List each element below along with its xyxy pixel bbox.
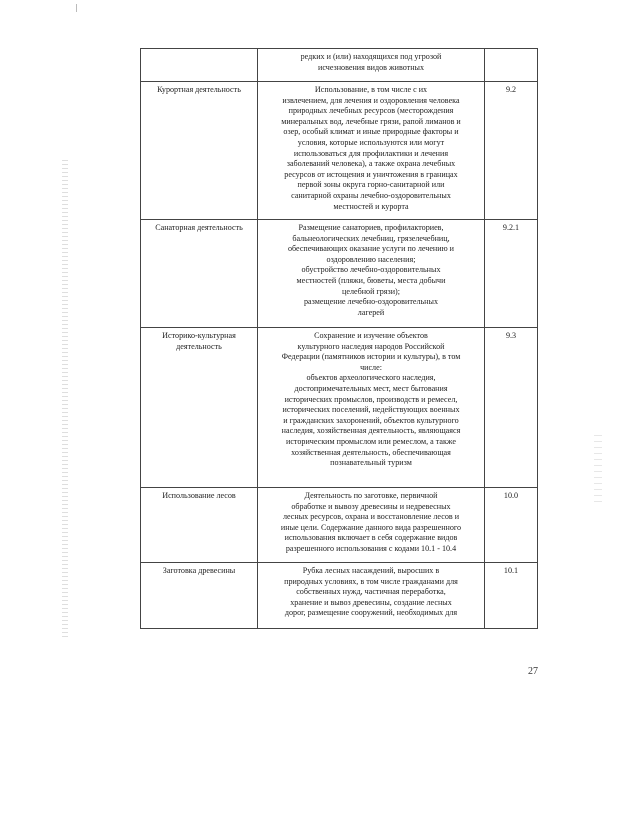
scan-artifact-left <box>62 160 68 640</box>
description-line: и гражданских захоронений, объектов культурного <box>283 415 459 425</box>
description-line: дорог, размещение сооружений, необходимых для <box>284 608 458 618</box>
table-row <box>141 563 538 629</box>
table-row <box>141 82 538 220</box>
description-line: обеспечивающих оказание услуги по лечению и <box>287 244 455 254</box>
description-line: исторических промыслов, производств и ремесел, <box>284 394 458 404</box>
description-line: Использование, в том числе с их <box>314 85 428 94</box>
use-type-code: 10.0 <box>485 488 538 563</box>
description-line: хранение и вывоз древесины, создание лесных <box>290 597 452 607</box>
description-line: природных условиях, в том числе гражданами для <box>284 576 458 586</box>
use-type-name <box>141 49 258 82</box>
description-line: иные цели. Содержание данного вида разрешенного <box>280 522 462 532</box>
description-line: исчезновения видов животных <box>317 62 425 72</box>
scan-artifact-tick <box>76 4 77 12</box>
description-line: объектов археологического наследия, <box>306 373 436 383</box>
description-line: местностей (пляжи, бюветы, места добычи <box>296 275 446 285</box>
use-type-name: Историко-культурная деятельность <box>141 328 258 488</box>
description-line: Размещение санаториев, профилакториев, <box>298 223 444 232</box>
description-line: оздоровлению населения; <box>326 254 416 264</box>
table-row <box>141 49 538 82</box>
description-line: извлечением, для лечения и оздоровления человека <box>282 95 460 105</box>
use-type-description <box>258 82 485 220</box>
use-type-description <box>258 563 485 629</box>
description-line: обустройство лечебно-оздоровительных <box>301 265 441 275</box>
description-line: исторических поселений, недействующих военных <box>282 405 460 415</box>
use-type-code: 9.2 <box>485 82 538 220</box>
land-use-table-body <box>141 49 538 629</box>
description-line: бальнеологических лечебниц, грязелечебниц, <box>292 233 450 243</box>
use-type-description <box>258 328 485 488</box>
description-line: природных лечебных ресурсов (месторождения <box>288 106 454 116</box>
use-type-name: Заготовка древесины <box>141 563 258 629</box>
use-type-code: 9.3 <box>485 328 538 488</box>
use-type-description <box>258 488 485 563</box>
description-line: условия, которые используются или могут <box>297 137 445 147</box>
description-line: числе: <box>360 362 382 372</box>
use-type-code: 9.2.1 <box>485 220 538 328</box>
scan-artifact-right <box>594 435 602 505</box>
description-line: Рубка лесных насаждений, выросших в <box>302 566 440 575</box>
page-number: 27 <box>528 666 538 677</box>
use-type-description <box>258 49 485 82</box>
description-line: озер, особый климат и иные природные факторы и <box>283 127 459 137</box>
use-type-description <box>258 220 485 328</box>
use-type-code: 10.1 <box>485 563 538 629</box>
use-type-code <box>485 49 538 82</box>
description-line: местностей и курорта <box>333 201 409 211</box>
description-line: размещение лечебно-оздоровительных <box>303 297 438 307</box>
description-line: санитарной охраны лечебно-оздоровительных <box>291 190 451 200</box>
description-line: Деятельность по заготовке, первичной <box>304 491 438 500</box>
description-line: лесных ресурсов, охрана и восстановление лесов и <box>282 512 460 522</box>
description-line: разрешенного использования с кодами 10.1 - 10.4 <box>285 543 457 553</box>
description-line: редких и (или) находящихся под угрозой <box>300 52 442 61</box>
description-line: заболеваний человека), а также охрана лечебных <box>286 159 456 169</box>
use-type-name: Курортная деятельность <box>141 82 258 220</box>
table-row <box>141 220 538 328</box>
description-line: хозяйственная деятельность, обеспечивающая <box>291 447 451 457</box>
land-use-table <box>140 48 538 629</box>
description-line: использоваться для профилактики и лечения <box>293 148 449 158</box>
description-line: ресурсов от истощения и уничтожения в границах <box>284 169 458 179</box>
description-line: первой зоны округа горно-санитарной или <box>297 180 445 190</box>
description-line: обработке и вывозу древесины и недревесных <box>291 501 451 511</box>
use-type-name: Санаторная деятельность <box>141 220 258 328</box>
use-type-name: Использование лесов <box>141 488 258 563</box>
table-row <box>141 488 538 563</box>
description-line: познавательный туризм <box>330 458 412 468</box>
description-line: целебной грязи); <box>342 286 400 296</box>
description-line: минеральных вод, лечебные грязи, рапой лиманов и <box>281 116 461 126</box>
description-line: наследия, хозяйственная деятельность, являющаяся <box>281 426 461 436</box>
description-line: историческим промыслом или ремеслом, а также <box>286 436 456 446</box>
description-line: достопримечательных мест, мест бытования <box>294 383 448 393</box>
description-line: культурного наследия народов Российской <box>297 341 445 351</box>
description-line: лагерей <box>357 307 385 317</box>
description-line: Сохранение и изучение объектов <box>314 331 428 340</box>
table-row <box>141 328 538 488</box>
description-line: Федерации (памятников истории и культуры), в том <box>281 352 461 362</box>
description-line: использования включает в себя содержание видов <box>284 533 458 543</box>
description-line: собственных нужд, частичная переработка, <box>296 587 446 597</box>
